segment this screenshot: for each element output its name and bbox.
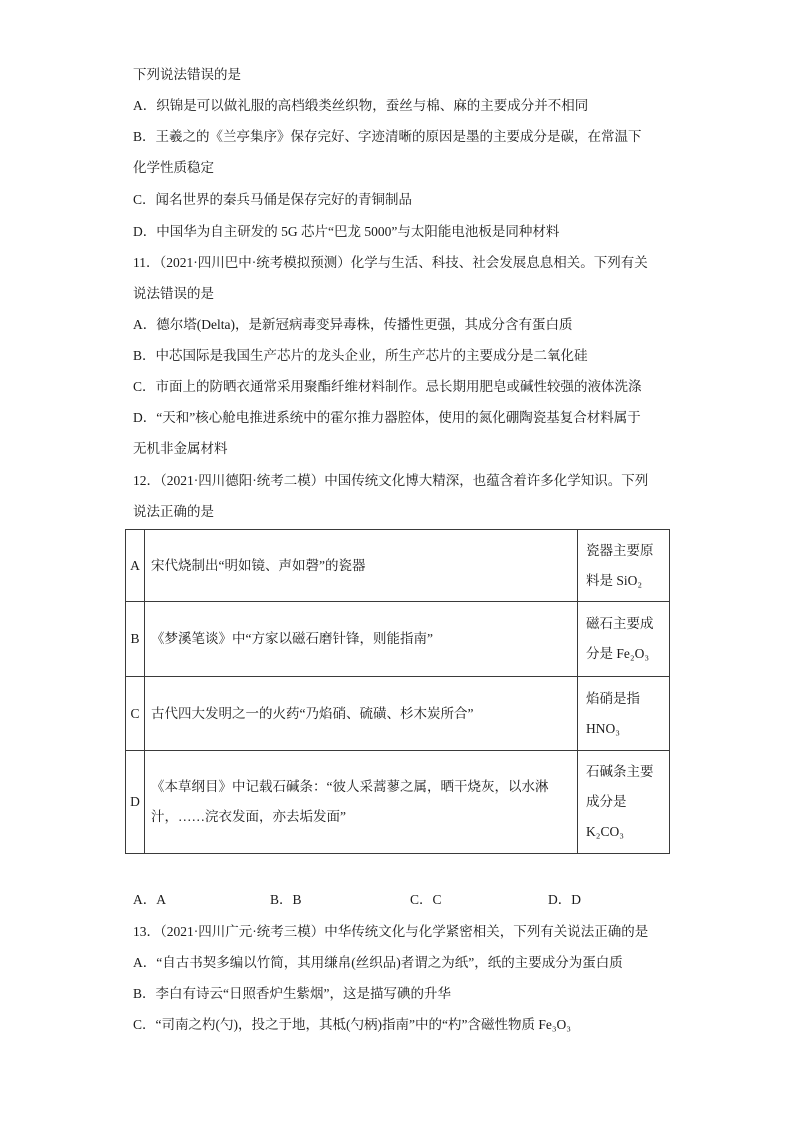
q11-stem-cont: 说法错误的是 [133, 286, 214, 301]
q10-option-a: A．织锦是可以做礼服的高档缎类丝织物，蚕丝与棉、麻的主要成分并不相同 [133, 98, 589, 113]
row-letter: C [126, 677, 145, 751]
q11-option-d: D．“天和”核心舱电推进系统中的霍尔推力器腔体，使用的氮化硼陶瓷基复合材料属于 [133, 410, 641, 425]
q10-option-b-cont: 化学性质稳定 [133, 160, 214, 175]
q11-stem: 11．（2021·四川巴中·统考模拟预测）化学与生活、科技、社会发展息息相关。下列有关 [133, 255, 648, 270]
row-letter: D [126, 751, 145, 854]
q12-table [125, 529, 670, 854]
q12-answer-b: B．B [270, 892, 302, 907]
row-content: 《梦溪笔谈》中“方家以磁石磨针锋，则能指南” [145, 602, 578, 677]
row-letter: B [126, 602, 145, 677]
table-row [126, 530, 670, 602]
table-row [126, 677, 670, 751]
row-content: 《本草纲目》中记载石碱条：“彼人采蒿蓼之属，晒干烧灰，以水淋汁，……浣衣发面，亦去垢发面” [145, 751, 578, 854]
table-row [126, 751, 670, 854]
row-letter: A [126, 530, 145, 602]
q12-stem-cont: 说法正确的是 [133, 504, 214, 519]
row-note: 石碱条主要成分是 K₂CO₃ [578, 751, 670, 854]
q12-answer-d: D．D [548, 892, 581, 907]
q10-option-b: B．王羲之的《兰亭集序》保存完好、字迹清晰的原因是墨的主要成分是碳，在常温下 [133, 129, 642, 144]
q10-option-c: C．闻名世界的秦兵马俑是保存完好的青铜制品 [133, 192, 413, 207]
q13-option-b: B．李白有诗云“日照香炉生紫烟”，这是描写碘的升华 [133, 986, 451, 1001]
q12-answer-c: C．C [410, 892, 442, 907]
q11-option-a: A．德尔塔(Delta)，是新冠病毒变异毒株，传播性更强，其成分含有蛋白质 [133, 317, 573, 332]
q10-stem: 下列说法错误的是 [133, 67, 241, 82]
row-content: 宋代烧制出“明如镜、声如磬”的瓷器 [145, 530, 578, 602]
q11-option-c: C．市面上的防晒衣通常采用聚酯纤维材料制作。忌长期用肥皂或碱性较强的液体洗涤 [133, 379, 642, 394]
row-content: 古代四大发明之一的火药“乃焰硝、硫磺、杉木炭所合” [145, 677, 578, 751]
row-note: 瓷器主要原料是 SiO₂ [578, 530, 670, 602]
table-row [126, 602, 670, 677]
q12-answer-a: A．A [133, 892, 166, 907]
q13-option-c: C．“司南之杓(勺)，投之于地，其柢(勺柄)指南”中的“杓”含磁性物质 Fe₃O₃ [133, 1017, 571, 1032]
q11-option-b: B．中芯国际是我国生产芯片的龙头企业，所生产芯片的主要成分是二氧化硅 [133, 348, 588, 363]
row-note: 焰硝是指 HNO₃ [578, 677, 670, 751]
row-note: 磁石主要成分是 Fe₂O₃ [578, 602, 670, 677]
q11-option-d-cont: 无机非金属材料 [133, 441, 228, 456]
q13-option-a: A．“自古书契多编以竹简，其用缣帛(丝织品)者谓之为纸”，纸的主要成分为蛋白质 [133, 955, 623, 970]
q13-stem: 13．（2021·四川广元·统考三模）中华传统文化与化学紧密相关，下列有关说法正确的是 [133, 924, 649, 939]
q12-stem: 12．（2021·四川德阳·统考二模）中国传统文化博大精深，也蕴含着许多化学知识。下列 [133, 473, 649, 488]
q10-option-d: D．中国华为自主研发的 5G 芯片“巴龙 5000”与太阳能电池板是同种材料 [133, 224, 560, 239]
